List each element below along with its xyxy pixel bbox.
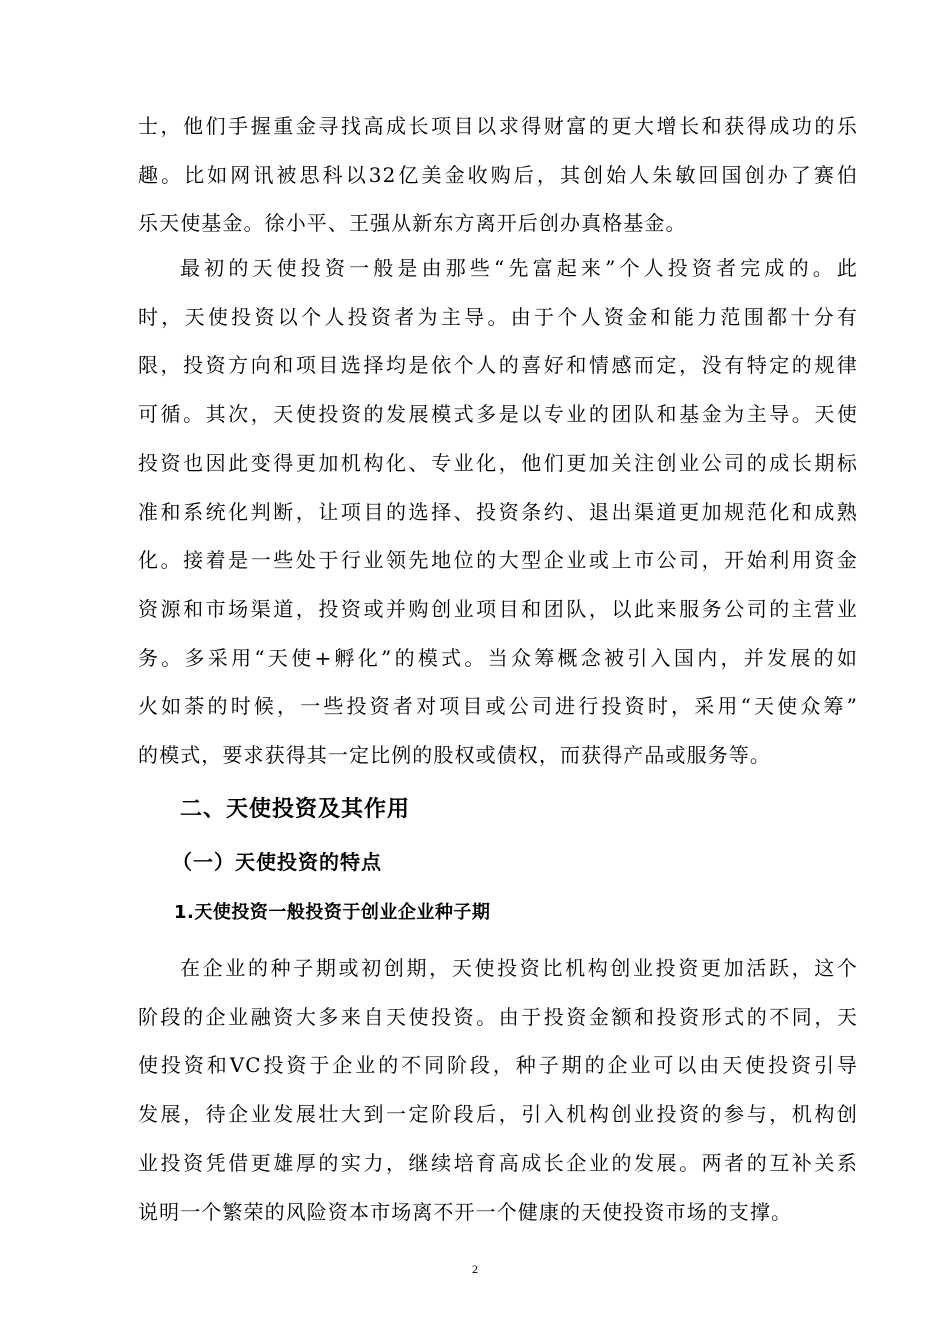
paragraph-line: 可循。其次，天使投资的发展模式多是以专业的团队和基金为主导。天使 bbox=[138, 402, 858, 427]
paragraph-line: 趣。比如网讯被思科以32亿美金收购后，其创始人朱敏回国创办了赛伯 bbox=[138, 162, 858, 187]
paragraph-line: 阶段的企业融资大多来自天使投资。由于投资金额和投资形式的不同，天 bbox=[138, 1004, 858, 1029]
paragraph-line: 准和系统化判断，让项目的选择、投资条约、退出渠道更加规范化和成熟 bbox=[138, 499, 858, 524]
paragraph-line: 的模式，要求获得其一定比例的股权或债权，而获得产品或服务等。 bbox=[138, 743, 771, 768]
paragraph-line: 乐天使基金。徐小平、王强从新东方离开后创办真格基金。 bbox=[138, 211, 687, 236]
paragraph-line: 务。多采用“天使+孵化”的模式。当众筹概念被引入国内，并发展的如 bbox=[138, 645, 858, 670]
paragraph-line: 限，投资方向和项目选择均是依个人的喜好和情感而定，没有特定的规律 bbox=[138, 353, 858, 378]
paragraph-line: 士，他们手握重金寻找高成长项目以求得财富的更大增长和获得成功的乐 bbox=[138, 114, 858, 138]
paragraph-3 bbox=[138, 944, 858, 1236]
paragraph-1 bbox=[138, 102, 858, 248]
section-heading: 二、天使投资及其作用 bbox=[180, 797, 411, 822]
subsection-heading: （一）天使投资的特点 bbox=[172, 850, 382, 874]
paragraph-line: 火如荼的时候，一些投资者对项目或公司进行投资时，采用“天使众筹” bbox=[138, 694, 858, 719]
paragraph-line: 说明一个繁荣的风险资本市场离不开一个健康的天使投资市场的支撑。 bbox=[138, 1199, 793, 1224]
point-heading: 1.天使投资一般投资于创业企业种子期 bbox=[174, 902, 491, 923]
paragraph-line: 投资也因此变得更加机构化、专业化，他们更加关注创业公司的成长期标 bbox=[138, 450, 858, 475]
paragraph-line: 发展，待企业发展壮大到一定阶段后，引入机构创业投资的参与，机构创 bbox=[138, 1102, 858, 1127]
paragraph-line: 使投资和VC投资于企业的不同阶段，种子期的企业可以由天使投资引导 bbox=[138, 1053, 858, 1078]
paragraph-line: 资源和市场渠道，投资或并购创业项目和团队，以此来服务公司的主营业 bbox=[138, 596, 858, 621]
paragraph-line: 在企业的种子期或初创期，天使投资比机构创业投资更加活跃，这个 bbox=[180, 956, 858, 980]
paragraph-line: 化。接着是一些处于行业领先地位的大型企业或上市公司，开始利用资金 bbox=[138, 548, 858, 573]
paragraph-2 bbox=[138, 244, 858, 780]
page-number: 2 bbox=[472, 1262, 478, 1276]
paragraph-line: 业投资凭借更雄厚的实力，继续培育高成长企业的发展。两者的互补关系 bbox=[138, 1150, 858, 1175]
paragraph-line: 最初的天使投资一般是由那些“先富起来”个人投资者完成的。此 bbox=[180, 256, 858, 280]
paragraph-line: 时，天使投资以个人投资者为主导。由于个人资金和能力范围都十分有 bbox=[138, 304, 858, 329]
